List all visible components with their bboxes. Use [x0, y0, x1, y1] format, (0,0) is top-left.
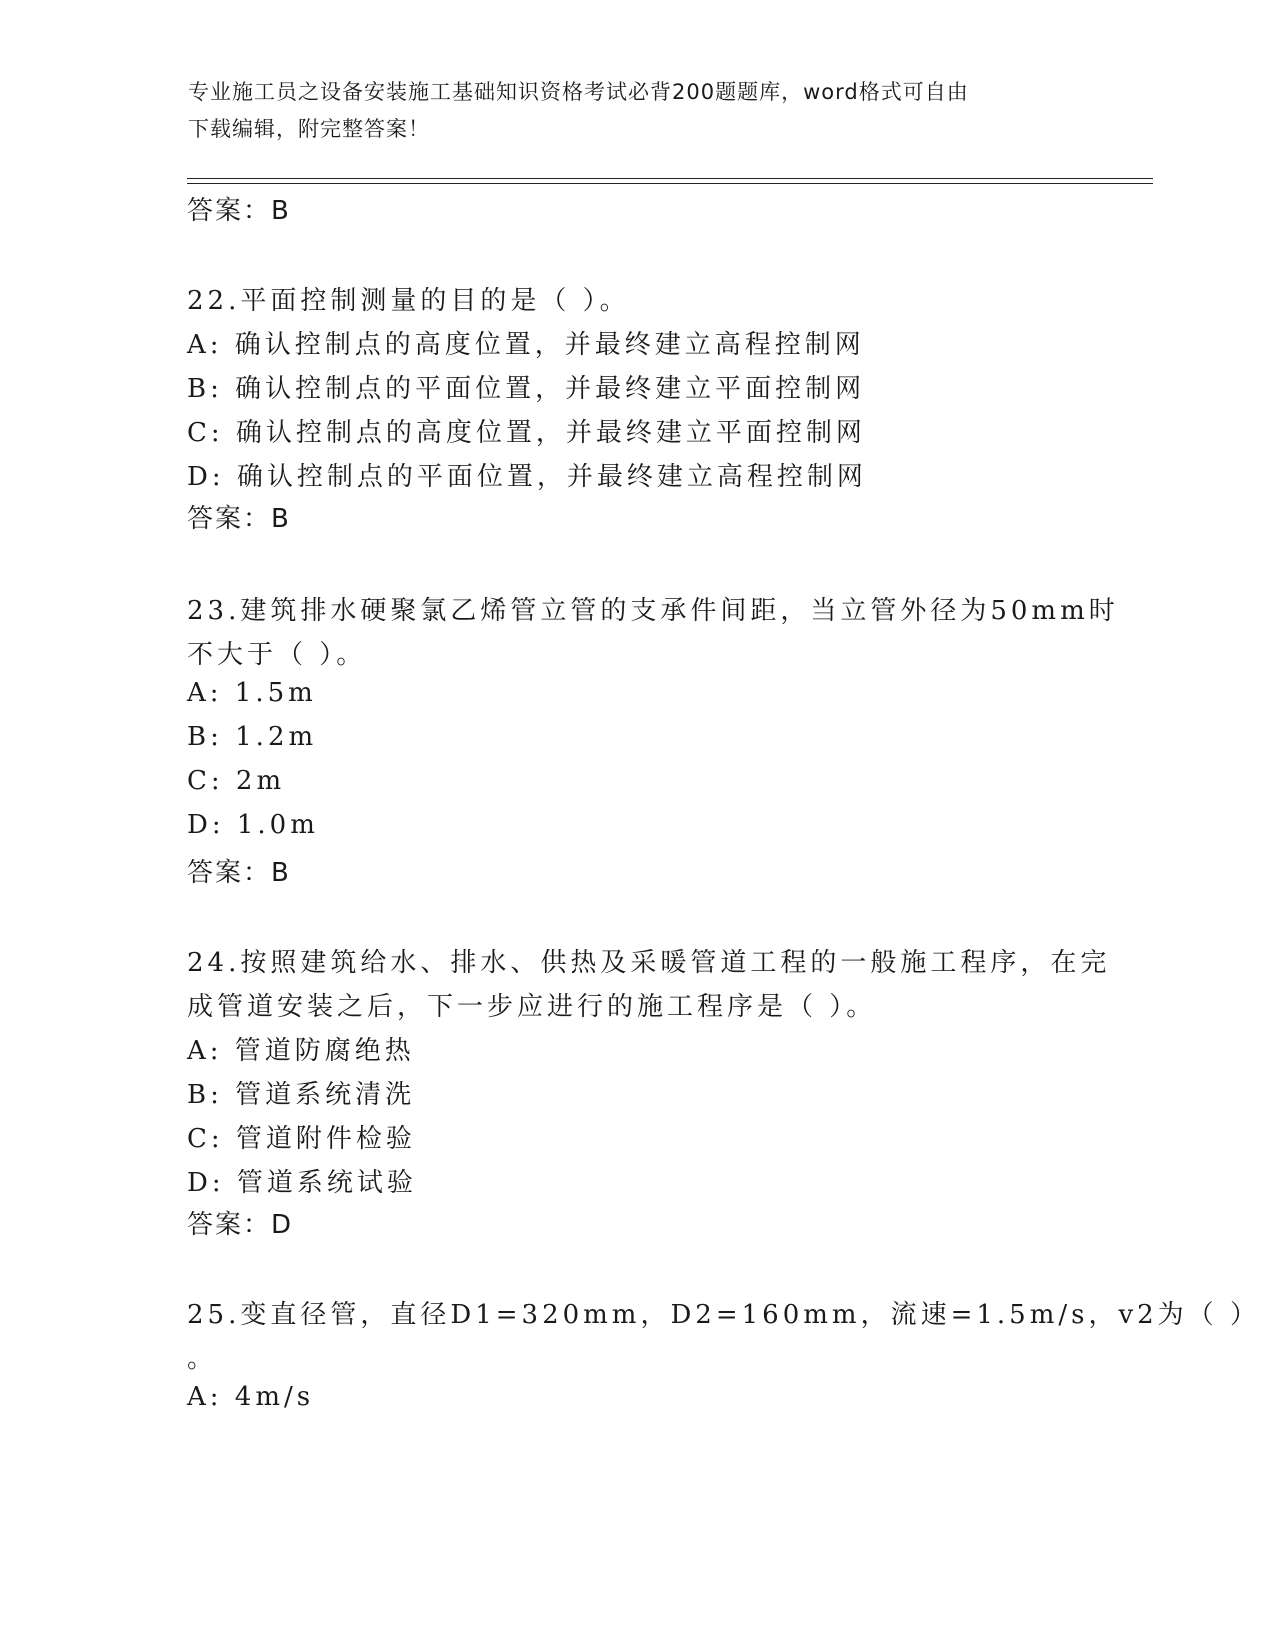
question-25-text-line-2: 。: [187, 1344, 218, 1374]
header-divider-bottom: [187, 183, 1153, 184]
question-25-text-line-1: 25.变直径管，直径D1=320mm，D2=160mm，流速=1.5m/s，v2为（ ）: [187, 1300, 1260, 1330]
header-line-1: 专业施工员之设备安装施工基础知识资格考试必背200题题库，word格式可自由: [188, 80, 969, 104]
document-header: [188, 74, 1068, 148]
answer-label: 答案：: [187, 504, 272, 534]
question-22-answer: [187, 498, 291, 535]
answer-label: 答案：: [187, 858, 272, 888]
question-24-option-c: C: 管道附件检验: [187, 1124, 416, 1154]
question-24-option-d: D: 管道系统试验: [187, 1168, 417, 1198]
answer-value: B: [271, 196, 291, 226]
answer-value: B: [271, 858, 291, 888]
question-23-option-d: D: 1.0m: [187, 810, 319, 840]
question-23-option-a: A: 1.5m: [187, 678, 317, 708]
question-23-text-line-2: 不大于（ ）。: [187, 640, 367, 670]
answer-label: 答案：: [187, 1210, 272, 1240]
question-24-option-b: B: 管道系统清洗: [187, 1080, 416, 1110]
question-24-text-line-1: 24.按照建筑给水、排水、供热及采暖管道工程的一般施工程序，在完: [187, 948, 1111, 978]
question-22-option-b: B: 确认控制点的平面位置，并最终建立平面控制网: [187, 374, 866, 404]
answer-prev: [187, 190, 291, 227]
question-24-answer: [187, 1204, 293, 1241]
answer-label: 答案：: [187, 196, 272, 226]
answer-value: D: [271, 1210, 294, 1240]
question-24-text-line-2: 成管道安装之后，下一步应进行的施工程序是（ ）。: [187, 992, 877, 1022]
question-23-text-line-1: 23.建筑排水硬聚氯乙烯管立管的支承件间距，当立管外径为50mm时: [187, 596, 1119, 626]
header-divider-top: [187, 178, 1153, 179]
question-22-option-d: D: 确认控制点的平面位置，并最终建立高程控制网: [187, 462, 867, 492]
question-25-option-a: A: 4m/s: [187, 1382, 315, 1412]
question-23-answer: [187, 852, 291, 889]
question-22-option-a: A: 确认控制点的高度位置，并最终建立高程控制网: [187, 330, 865, 360]
answer-value: B: [271, 504, 291, 534]
question-24-option-a: A: 管道防腐绝热: [187, 1036, 415, 1066]
question-22-option-c: C: 确认控制点的高度位置，并最终建立平面控制网: [187, 418, 866, 448]
header-line-2: 下载编辑，附完整答案！: [188, 117, 430, 141]
question-23-option-c: C: 2m: [187, 766, 286, 796]
question-22-text: 22.平面控制测量的目的是（ ）。: [187, 286, 630, 316]
question-23-option-b: B: 1.2m: [187, 722, 318, 752]
